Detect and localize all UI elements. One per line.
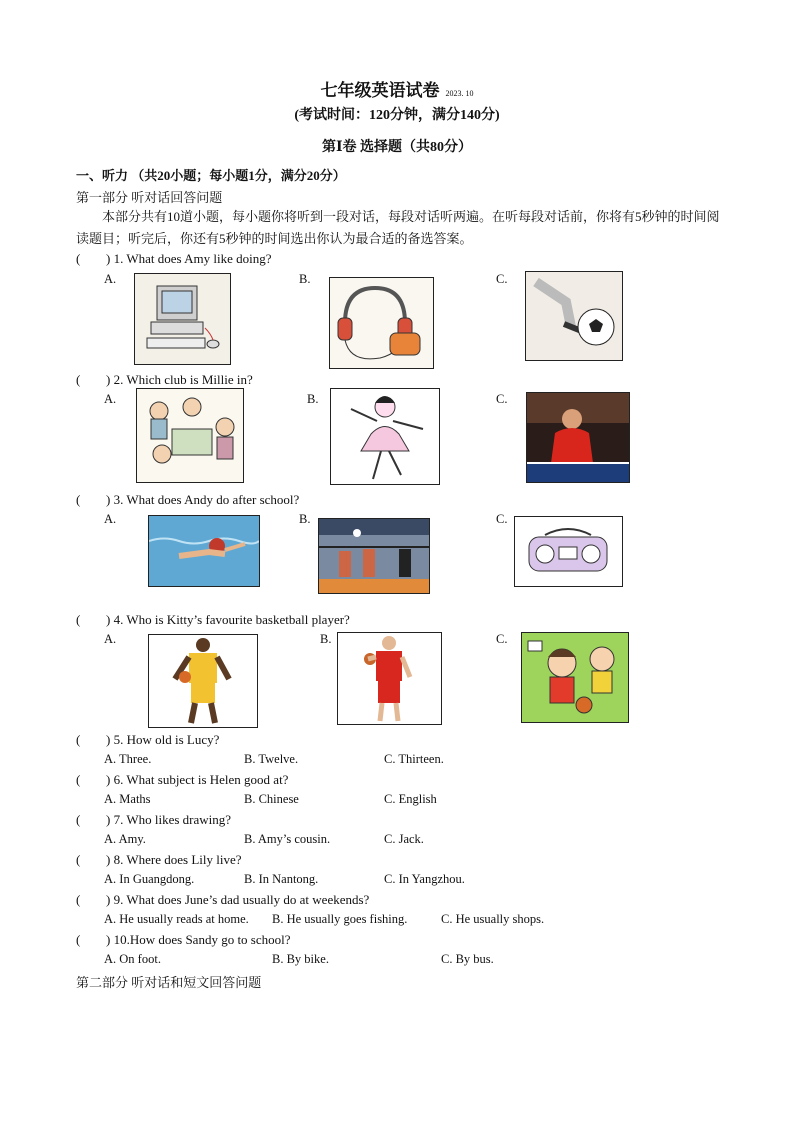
answer-paren-close: ) bbox=[106, 852, 111, 867]
question-2 bbox=[76, 372, 253, 388]
answer-paren-open: ( bbox=[76, 612, 81, 627]
question-text: 9. What does June’s dad usually do at weekends? bbox=[113, 892, 370, 907]
exam-title-text: 七年级英语试卷 bbox=[320, 81, 440, 100]
question-10 bbox=[76, 932, 291, 948]
option-label: B. bbox=[299, 272, 311, 286]
option-b: B. Chinese bbox=[244, 792, 299, 806]
option-label: A. bbox=[104, 632, 117, 646]
option-b: B. In Nantong. bbox=[244, 872, 319, 886]
option-label: B. bbox=[299, 512, 311, 526]
headphones-illustration bbox=[329, 277, 434, 369]
answer-paren-close: ) bbox=[106, 251, 111, 266]
radio-illustration bbox=[514, 516, 623, 587]
answer-paren-close: ) bbox=[106, 372, 111, 387]
option-label: C. bbox=[496, 632, 508, 646]
answer-paren-open: ( bbox=[76, 892, 81, 907]
question-6 bbox=[76, 772, 288, 788]
kids-basketball-cartoon bbox=[521, 632, 629, 723]
option-label: C. bbox=[496, 512, 508, 526]
option-a: A. Maths bbox=[104, 792, 151, 806]
option-a: A. He usually reads at home. bbox=[104, 912, 249, 926]
answer-paren-open: ( bbox=[76, 772, 81, 787]
exam-date: 2023. 10 bbox=[445, 89, 474, 98]
question-text: 4. Who is Kitty’s favourite basketball player? bbox=[113, 612, 350, 627]
question-text: 2. Which club is Millie in? bbox=[113, 372, 253, 387]
option-a: A. Three. bbox=[104, 752, 152, 766]
question-1 bbox=[76, 251, 272, 267]
answer-paren-close: ) bbox=[106, 892, 111, 907]
basketball-player-24-photo bbox=[148, 634, 258, 728]
question-8 bbox=[76, 852, 242, 868]
listening-heading: 一、听力 （共20小题；每小题1分，满分20分） bbox=[76, 168, 346, 183]
answer-paren-close: ) bbox=[106, 932, 111, 947]
option-label: B. bbox=[320, 632, 332, 646]
volleyball-photo bbox=[318, 518, 430, 594]
part1-title: 第一部分 听对话回答问题 bbox=[76, 190, 223, 205]
question-text: 1. What does Amy like doing? bbox=[113, 251, 272, 266]
option-label: B. bbox=[307, 392, 319, 406]
question-text: 10.How does Sandy go to school? bbox=[113, 932, 291, 947]
swimming-illustration bbox=[148, 515, 260, 587]
exam-subtitle: (考试时间：120分钟，满分140分) bbox=[294, 108, 500, 123]
option-c: C. Jack. bbox=[384, 832, 424, 846]
table-tennis-photo bbox=[526, 392, 630, 483]
answer-paren-open: ( bbox=[76, 372, 81, 387]
question-4 bbox=[76, 612, 350, 628]
answer-paren-close: ) bbox=[106, 772, 111, 787]
option-a: A. In Guangdong. bbox=[104, 872, 195, 886]
option-a: A. Amy. bbox=[104, 832, 146, 846]
answer-paren-open: ( bbox=[76, 852, 81, 867]
part1-intro: 本部分共有10道小题，每小题你将听到一段对话，每段对话听两遍。在听每段对话前，你将有5秒钟的时间阅读题目；听完后，你还有5秒钟的时间选出你认为最合适的备选答案。 bbox=[76, 209, 720, 246]
option-b: B. He usually goes fishing. bbox=[272, 912, 408, 926]
dancing-girl-illustration bbox=[330, 388, 440, 485]
part2-title: 第二部分 听对话和短文回答问题 bbox=[76, 975, 262, 990]
option-c: C. English bbox=[384, 792, 437, 806]
football-kick-illustration bbox=[525, 271, 623, 361]
option-c: C. Thirteen. bbox=[384, 752, 444, 766]
option-b: B. By bike. bbox=[272, 952, 329, 966]
computer-illustration bbox=[134, 273, 231, 365]
option-label: A. bbox=[104, 512, 117, 526]
option-a: A. On foot. bbox=[104, 952, 161, 966]
question-9 bbox=[76, 892, 369, 908]
question-5 bbox=[76, 732, 219, 748]
option-c: C. He usually shops. bbox=[441, 912, 545, 926]
option-b: B. Twelve. bbox=[244, 752, 299, 766]
exam-title bbox=[0, 76, 794, 101]
option-label: A. bbox=[104, 392, 117, 406]
answer-paren-close: ) bbox=[106, 612, 111, 627]
students-group-illustration bbox=[136, 388, 244, 483]
answer-paren-close: ) bbox=[106, 812, 111, 827]
question-7 bbox=[76, 812, 231, 828]
option-c: C. In Yangzhou. bbox=[384, 872, 465, 886]
answer-paren-close: ) bbox=[106, 732, 111, 747]
question-text: 8. Where does Lily live? bbox=[113, 852, 242, 867]
question-3 bbox=[76, 492, 299, 508]
basketball-player-11-photo bbox=[337, 632, 442, 725]
option-label: C. bbox=[496, 272, 508, 286]
question-text: 6. What subject is Helen good at? bbox=[113, 772, 289, 787]
option-label: A. bbox=[104, 272, 117, 286]
option-b: B. Amy’s cousin. bbox=[244, 832, 331, 846]
option-label: C. bbox=[496, 392, 508, 406]
answer-paren-open: ( bbox=[76, 932, 81, 947]
section-title: 第Ⅰ卷 选择题（共80分） bbox=[321, 140, 473, 155]
answer-paren-open: ( bbox=[76, 812, 81, 827]
answer-paren-close: ) bbox=[106, 492, 111, 507]
option-c: C. By bus. bbox=[441, 952, 494, 966]
question-text: 3. What does Andy do after school? bbox=[113, 492, 300, 507]
answer-paren-open: ( bbox=[76, 492, 81, 507]
question-text: 5. How old is Lucy? bbox=[113, 732, 220, 747]
question-text: 7. Who likes drawing? bbox=[113, 812, 232, 827]
answer-paren-open: ( bbox=[76, 732, 81, 747]
answer-paren-open: ( bbox=[76, 251, 81, 266]
